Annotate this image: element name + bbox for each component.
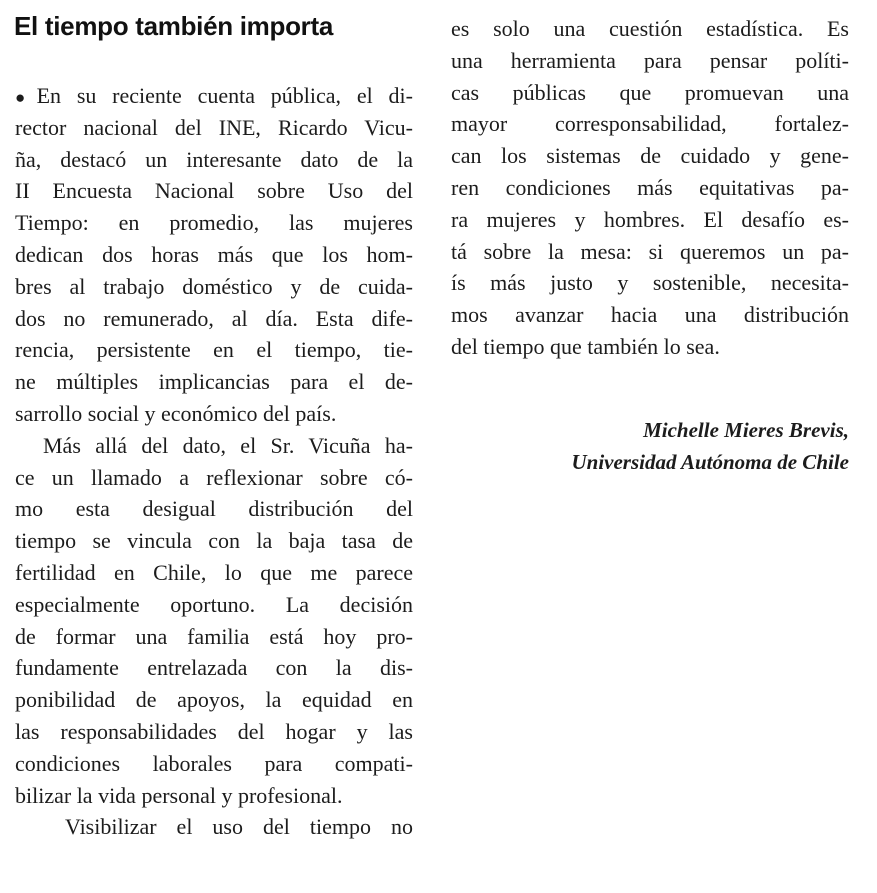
text-line: las responsabilidades del hogar y las (15, 718, 413, 744)
paragraph-end-line: sarrollo social y económico del país. (15, 400, 337, 426)
text-line: ponibilidad de apoyos, la equidad en (15, 687, 413, 713)
text-line: ra mujeres y hombres. El desafío es- (451, 206, 849, 232)
article-headline: El tiempo también importa (14, 11, 333, 41)
text-line: ís más justo y sostenible, necesita- (451, 270, 849, 296)
author-affiliation: Universidad Autónoma de Chile (571, 450, 849, 474)
text-line: mo esta desigual distribución del (15, 496, 413, 522)
article-body-left-column (15, 80, 413, 843)
text-line: una herramienta para pensar políti- (451, 47, 849, 73)
text-line: can los sistemas de cuidado y gene- (451, 143, 849, 169)
text-line: Tiempo: en promedio, las mujeres (15, 210, 413, 236)
text-line: mayor corresponsabilidad, fortalez- (451, 111, 849, 137)
text-line: ren condiciones más equitativas pa- (451, 174, 849, 200)
paragraph-start-line: Más allá del dato, el Sr. Vicuña ha- (43, 432, 413, 458)
line-text: En su reciente cuenta pública, el di- (36, 83, 413, 108)
article-body-right-column (451, 13, 849, 363)
text-line: rector nacional del INE, Ricardo Vicu- (15, 114, 413, 140)
text-line: condiciones laborales para compati- (15, 750, 413, 776)
text-line: cas públicas que promuevan una (451, 79, 849, 105)
text-line: fundamente entrelazada con la dis- (15, 655, 413, 681)
text-line: fertilidad en Chile, lo que me parece (15, 559, 413, 585)
author-name: Michelle Mieres Brevis, (643, 418, 849, 442)
text-line: dedican dos horas más que los hom- (15, 241, 413, 267)
text-line: rencia, persistente en el tiempo, tie- (15, 337, 413, 363)
paragraph-start-line: Visibilizar el uso del tiempo no (65, 814, 413, 840)
text-line (15, 80, 413, 112)
text-line: bres al trabajo doméstico y de cuida- (15, 273, 413, 299)
paragraph-end-line: del tiempo que también lo sea. (451, 333, 720, 359)
text-line: dos no remunerado, al día. Esta dife- (15, 305, 413, 331)
text-line: tiempo se vincula con la baja tasa de (15, 528, 413, 554)
text-line: mos avanzar hacia una distribución (451, 302, 849, 328)
text-line: es solo una cuestión estadística. Es (451, 16, 849, 41)
author-signature (451, 414, 849, 478)
bullet-icon: ● (15, 88, 36, 107)
text-line: especialmente oportuno. La decisión (15, 591, 413, 617)
text-line: ña, destacó un interesante dato de la (15, 146, 413, 172)
text-line: ne múltiples implicancias para el de- (15, 369, 413, 395)
text-line: de formar una familia está hoy pro- (15, 623, 413, 649)
text-line: II Encuesta Nacional sobre Uso del (15, 178, 413, 204)
paragraph-end-line: bilizar la vida personal y profesional. (15, 782, 343, 808)
text-line: ce un llamado a reflexionar sobre có- (15, 464, 413, 490)
text-line: tá sobre la mesa: si queremos un pa- (451, 238, 849, 264)
